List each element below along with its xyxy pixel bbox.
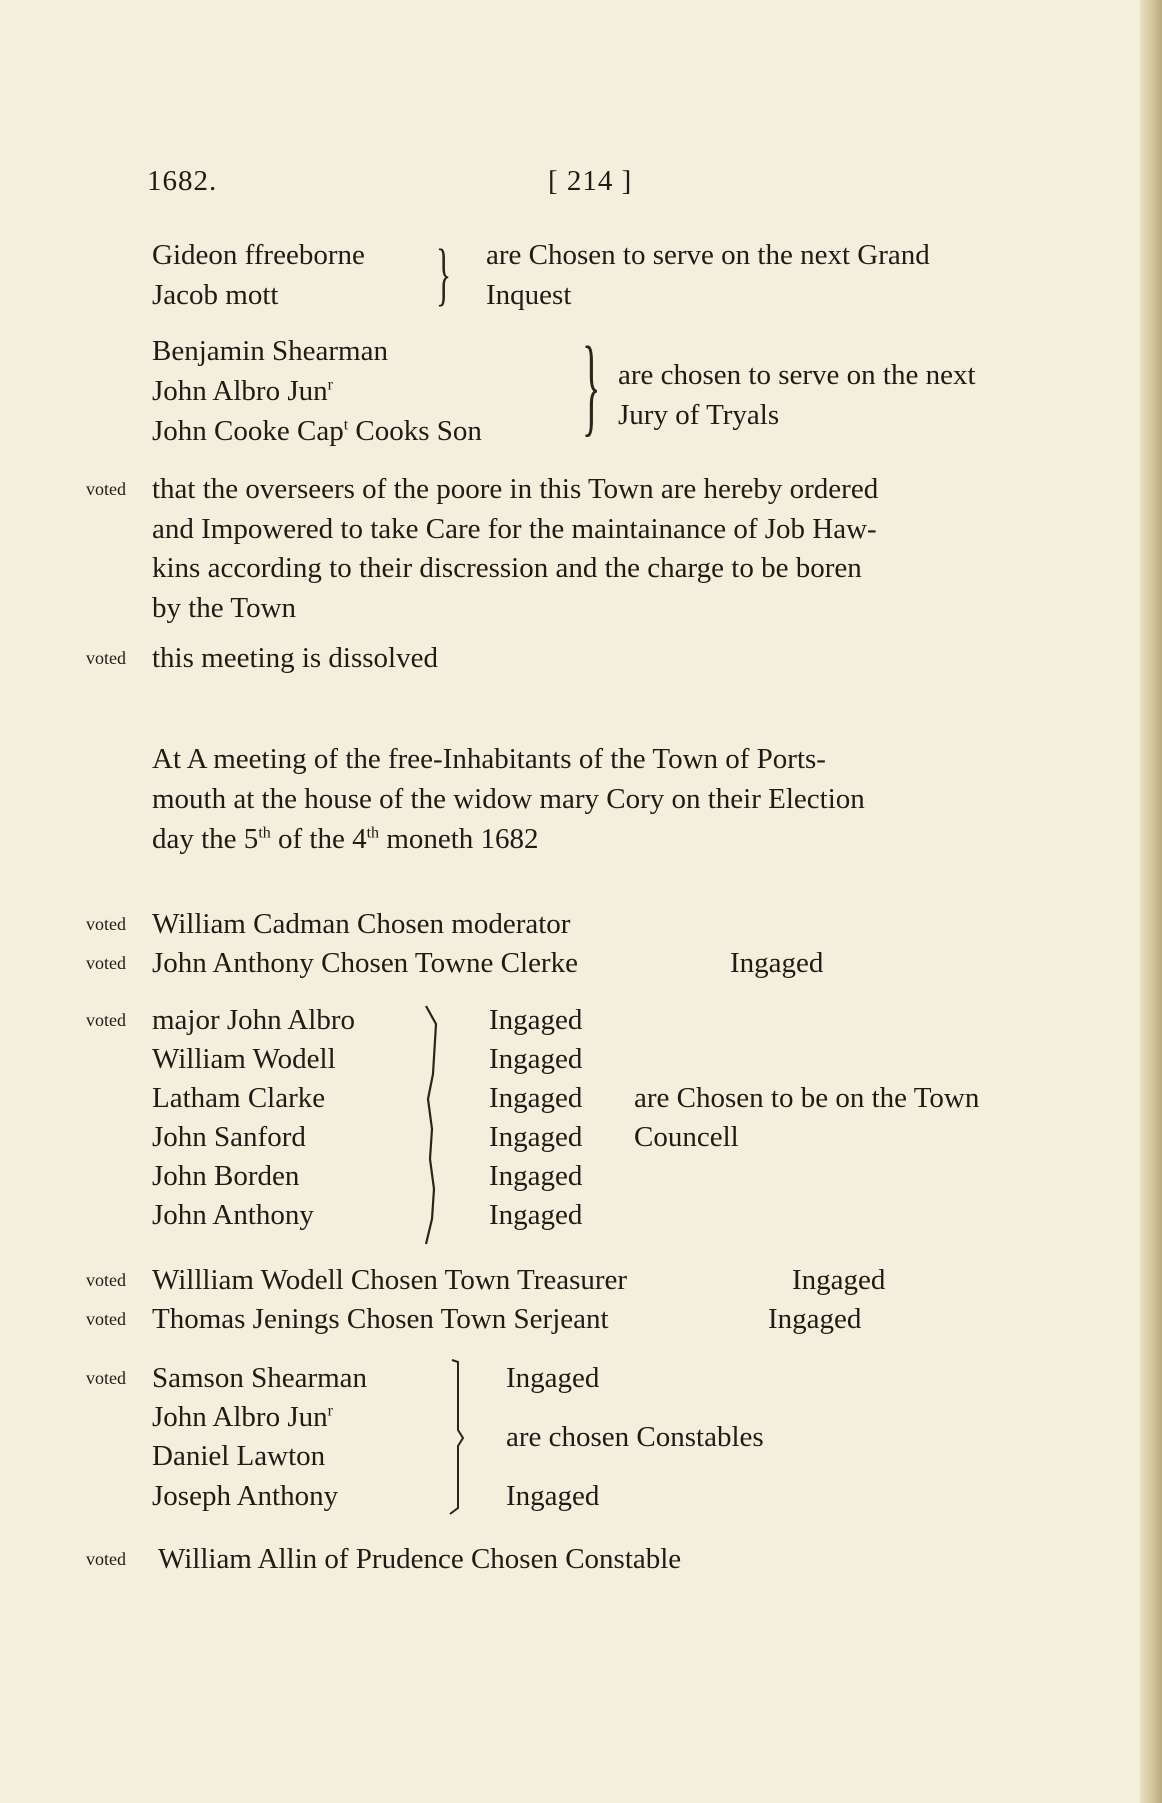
constable-name-4: Joseph Anthony	[152, 1480, 339, 1512]
overseers-line-3: kins according to their discression and the charge to be boren	[152, 552, 862, 584]
council-engaged-4: Ingaged	[489, 1121, 583, 1153]
vote-label: voted	[86, 479, 126, 499]
jury-name-1: Benjamin Shearman	[152, 335, 388, 367]
vote-label: voted	[86, 1549, 126, 1569]
vote-label: voted	[86, 914, 126, 934]
council-text-1: are Chosen to be on the Town	[634, 1082, 980, 1114]
constable-engaged-last: Ingaged	[506, 1480, 600, 1512]
jury-name-3: John Cooke Cap$^t$ Cooks Son	[152, 415, 482, 447]
constables-text: are chosen Constables	[506, 1421, 764, 1453]
page-edge	[1140, 0, 1162, 1803]
vote-label: voted	[86, 1309, 126, 1329]
treasurer-engaged: Ingaged	[792, 1264, 886, 1296]
council-name-3: Latham Clarke	[152, 1082, 326, 1114]
constable-name-2: John Albro Jun$^r$	[152, 1401, 333, 1433]
jury-text-2: Jury of Tryals	[618, 399, 780, 431]
constable-name-1: Samson Shearman	[152, 1362, 368, 1394]
moderator-text: William Cadman Chosen moderator	[152, 908, 571, 940]
grand-inquest-brace: }	[436, 236, 452, 313]
constable-name-3: Daniel Lawton	[152, 1440, 326, 1472]
constables-brace	[446, 1358, 470, 1518]
serjeant-text: Thomas Jenings Chosen Town Serjeant	[152, 1303, 609, 1335]
dissolved-text: this meeting is dissolved	[152, 642, 438, 674]
council-name-1: major John Albro	[152, 1004, 355, 1036]
council-engaged-6: Ingaged	[489, 1199, 583, 1231]
serjeant-engaged: Ingaged	[768, 1303, 862, 1335]
grand-inquest-text-2: Inquest	[486, 279, 572, 311]
page-number: [ 214 ]	[548, 165, 633, 197]
clerk-text: John Anthony Chosen Towne Clerke	[152, 947, 578, 979]
vote-label: voted	[86, 648, 126, 668]
meeting-line-1: At A meeting of the free-Inhabitants of the Town of Ports-	[152, 743, 826, 775]
vote-label: voted	[86, 1010, 126, 1030]
council-engaged-5: Ingaged	[489, 1160, 583, 1192]
page-year: 1682.	[147, 165, 218, 197]
jury-brace: }	[582, 324, 601, 446]
council-engaged-3: Ingaged	[489, 1082, 583, 1114]
council-name-5: John Borden	[152, 1160, 300, 1192]
overseers-line-1: that the overseers of the poore in this Town are hereby ordered	[152, 473, 879, 505]
meeting-line-3: day the 5th of the 4th moneth 1682	[152, 823, 539, 855]
overseers-line-2: and Impowered to take Care for the maintainance of Job Haw-	[152, 513, 877, 545]
grand-inquest-name-1: Gideon ffreeborne	[152, 239, 365, 271]
constable-engaged-first: Ingaged	[506, 1362, 600, 1394]
meeting-line-2: mouth at the house of the widow mary Cory on their Election	[152, 783, 865, 815]
jury-text-1: are chosen to serve on the next	[618, 359, 976, 391]
jury-name-2: John Albro Jun$^r$	[152, 375, 333, 407]
council-name-6: John Anthony	[152, 1199, 314, 1231]
council-text-2: Councell	[634, 1121, 739, 1153]
vote-label: voted	[86, 1270, 126, 1290]
vote-label: voted	[86, 1368, 126, 1388]
grand-inquest-text-1: are Chosen to serve on the next Grand	[486, 239, 930, 271]
overseers-line-4: by the Town	[152, 592, 297, 624]
vote-label: voted	[86, 953, 126, 973]
prudence-text: William Allin of Prudence Chosen Constable	[158, 1543, 682, 1575]
council-engaged-2: Ingaged	[489, 1043, 583, 1075]
council-name-2: William Wodell	[152, 1043, 336, 1075]
council-name-4: John Sanford	[152, 1121, 306, 1153]
treasurer-text: Willliam Wodell Chosen Town Treasurer	[152, 1264, 628, 1296]
council-engaged-1: Ingaged	[489, 1004, 583, 1036]
grand-inquest-name-2: Jacob mott	[152, 279, 279, 311]
clerk-engaged: Ingaged	[730, 947, 824, 979]
council-brace	[418, 1004, 448, 1246]
